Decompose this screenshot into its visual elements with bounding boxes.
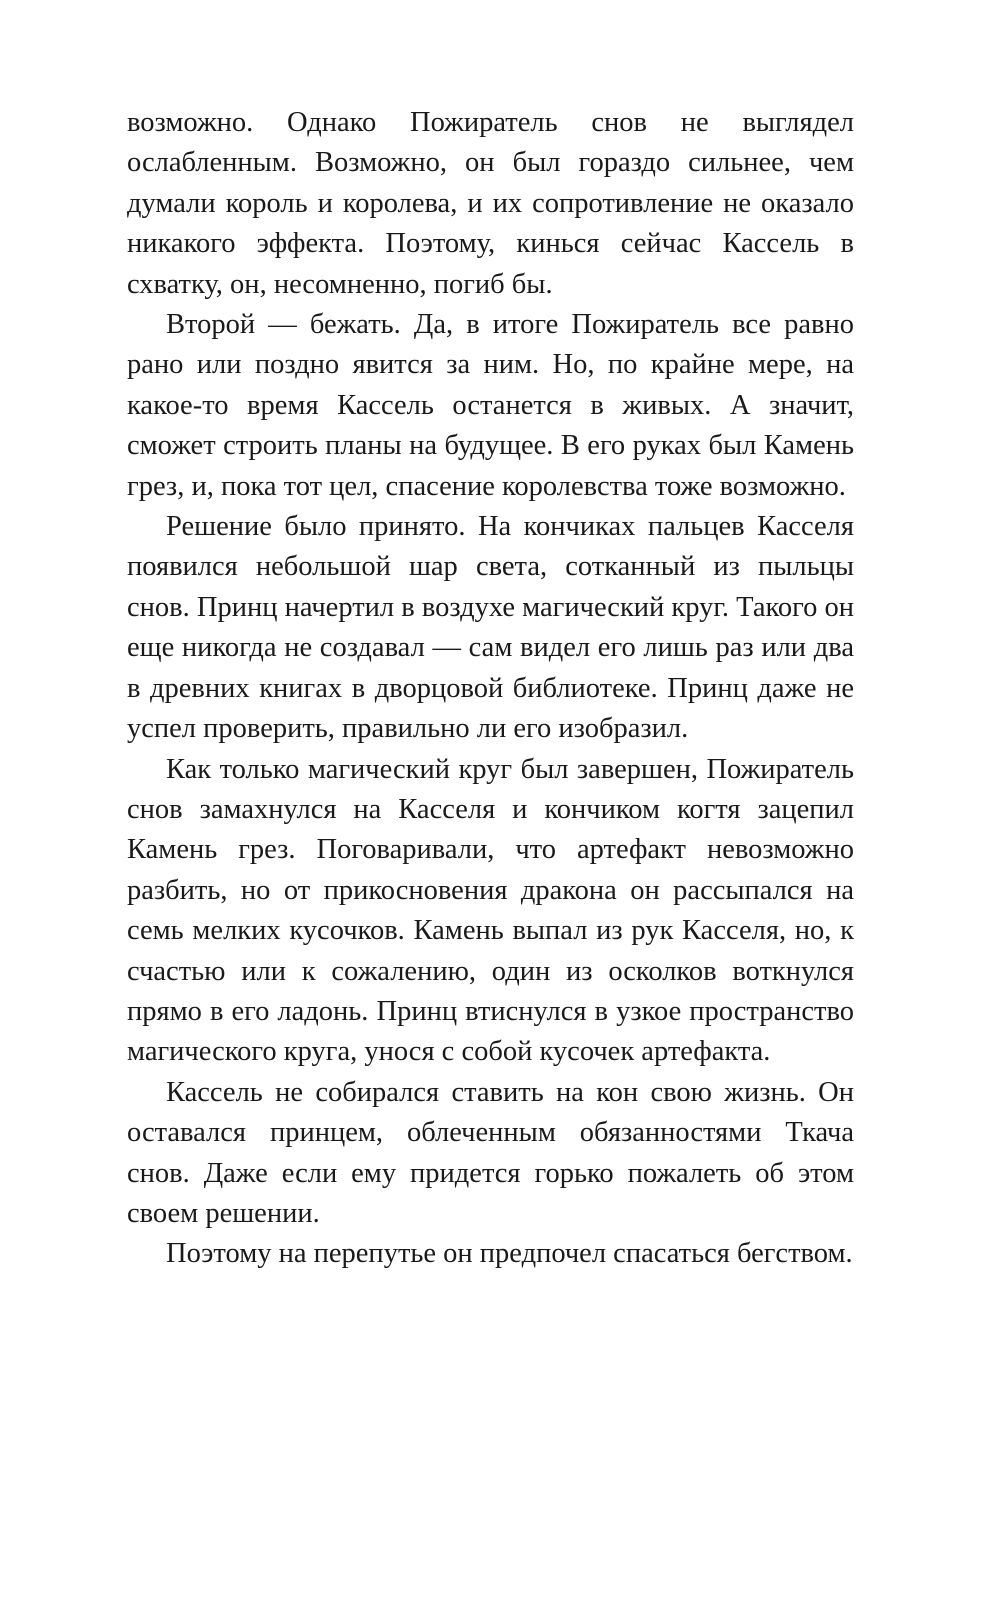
- page-text: [127, 103, 854, 1275]
- paragraph-6: Поэтому на перепутье он предпочел спасаться бегством.: [166, 1238, 853, 1270]
- paragraph-1: возможно. Однако Пожиратель снов не выглядел ослабленным. Возможно, он был гораздо сильнее, чем думали король и королева, и их сопротивление не оказало никакого эффекта. Поэтому, кинься сейчас Кассель в схватку, он, несомненно, погиб бы.: [127, 107, 854, 300]
- paragraph-5: Кассель не собирался ставить на кон свою жизнь. Он оставался принцем, облеченным обязанностями Ткача снов. Даже если ему придется горько пожалеть об этом своем решении.: [127, 1076, 854, 1229]
- paragraph-2: Второй — бежать. Да, в итоге Пожиратель все равно рано или поздно явится за ним. Но, по крайне мере, на какое-то время Кассель останется в живых. А значит, сможет строить планы на будущее. В его руках был Камень грез, и, пока тот цел, спасение королевства тоже возможно.: [127, 309, 854, 502]
- paragraph-4: Как только магический круг был завершен, Пожиратель снов замахнулся на Касселя и кончиком когтя зацепил Камень грез. Поговаривали, что артефакт невозможно разбить, но от прикосновения дракона он рассыпался на семь мелких кусочков. Камень выпал из рук Касселя, но, к счастью или к сожалению, один из осколков воткнулся прямо в его ладонь. Принц втиснулся в узкое пространство магического круга, унося с собой кусочек артефакта.: [127, 753, 854, 1068]
- paragraph-3: Решение было принято. На кончиках пальцев Касселя появился небольшой шар света, сотканный из пыльцы снов. Принц начертил в воздухе магический круг. Такого он еще никогда не создавал — сам видел его лишь раз или два в древних книгах в дворцовой библиотеке. Принц даже не успел проверить, правильно ли его изобразил.: [127, 511, 854, 745]
